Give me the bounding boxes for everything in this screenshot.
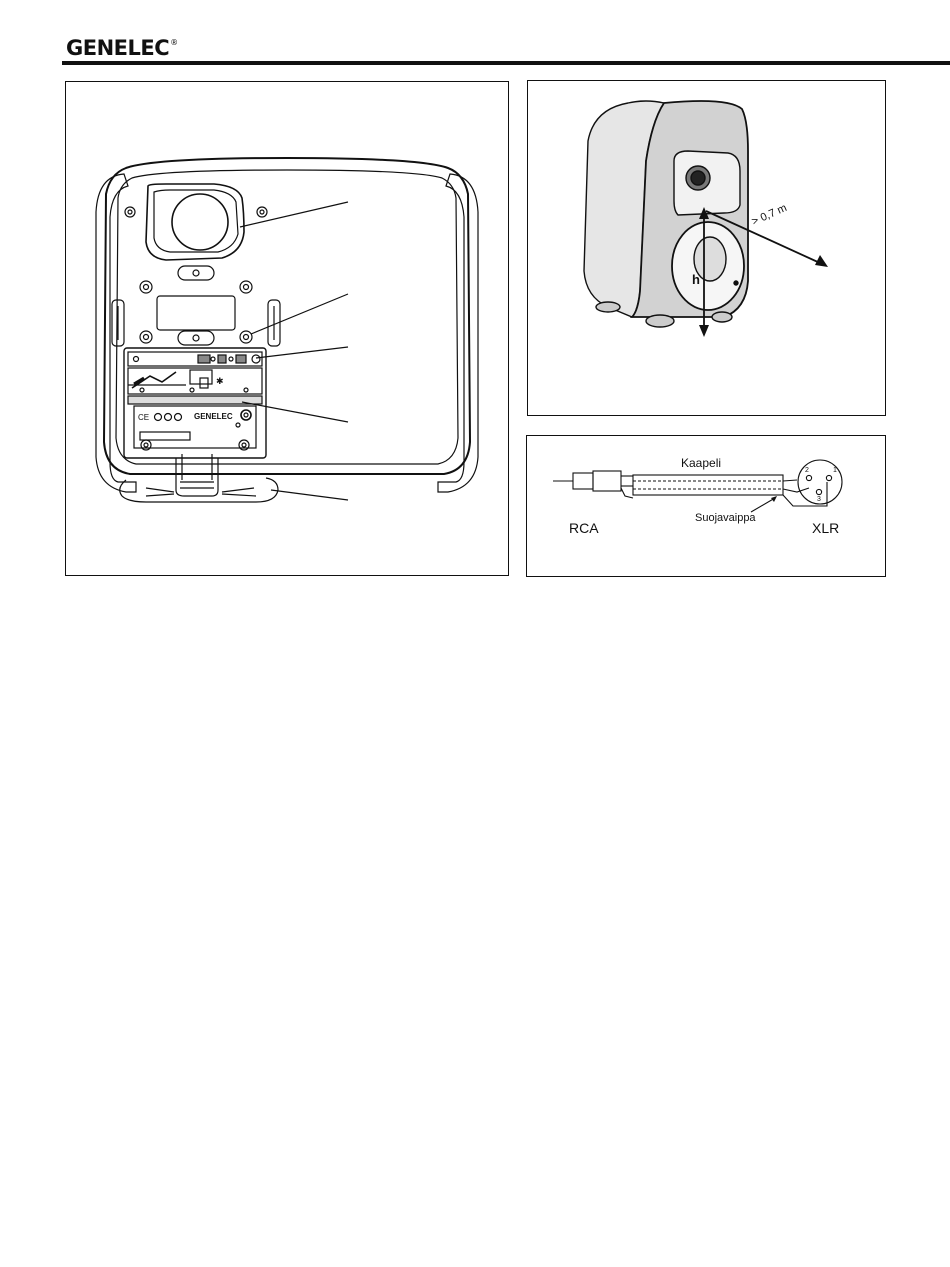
speaker-side-drawing [528,81,885,415]
header-rule [62,61,950,65]
panel-brand: GENELEC [194,412,233,421]
figure-cable [526,435,886,577]
xlr-label: XLR [812,520,840,536]
panel-approval-marks: CE [138,413,150,422]
xlr-pin-1: 1 [833,467,837,474]
rear-view-drawing [66,82,508,575]
figure-rear-view [65,81,509,576]
brand-logo [66,36,177,60]
xlr-pin-2: 2 [805,467,809,474]
height-label: h [692,272,700,287]
brand-name: GENELEC [66,36,170,60]
cable-label: Kaapeli [681,456,722,470]
rca-label: RCA [569,520,599,536]
shield-label: Suojavaippa [695,512,756,524]
distance-label: > 0,7 m [750,201,789,228]
xlr-pin-3: 3 [817,496,821,503]
registered-mark: ® [170,38,178,47]
figure-speaker-side [527,80,886,416]
svg-text:✱: ✱ [216,376,224,386]
